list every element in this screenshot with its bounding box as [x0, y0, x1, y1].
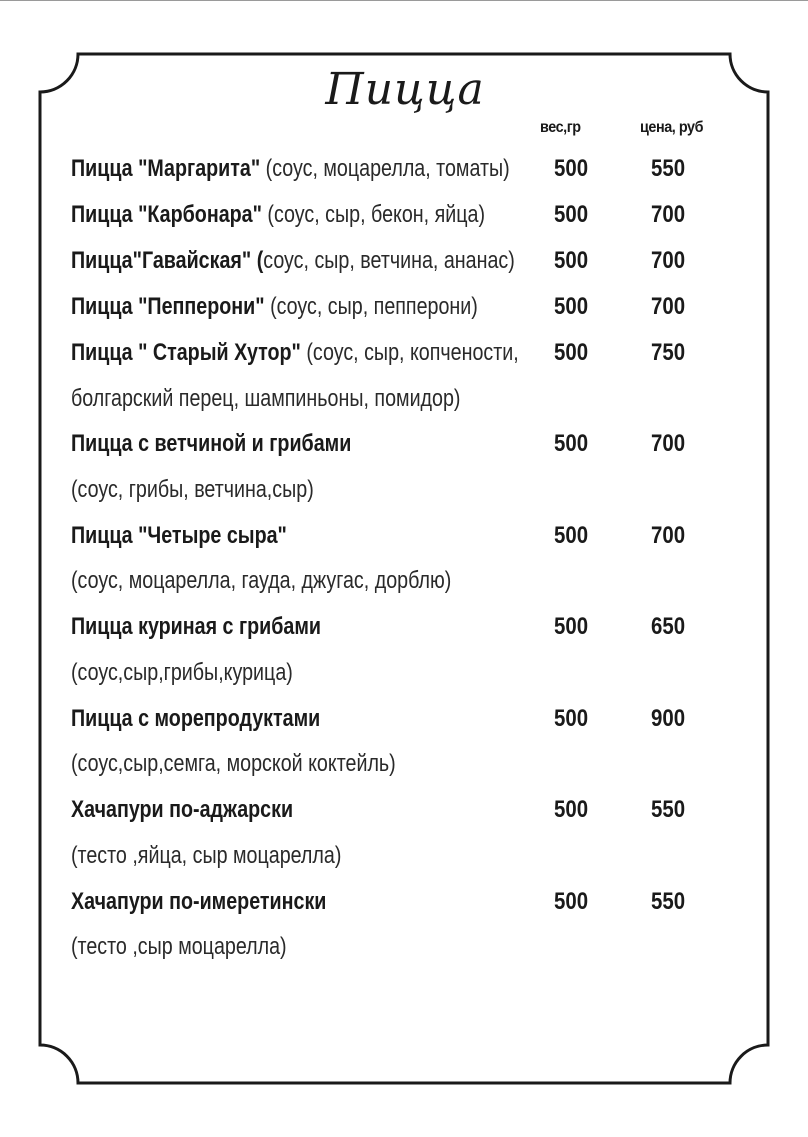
menu-item-description-line: [71, 750, 711, 782]
item-price: 700: [651, 293, 686, 320]
item-description: (соус,сыр,грибы,курица): [71, 659, 293, 686]
item-name: Пицца "Маргарита": [71, 155, 261, 182]
item-description: (соус, сыр, бекон, яйца): [261, 201, 486, 228]
item-description: (соус, сыр, пепперони): [264, 293, 478, 320]
menu-item: [71, 430, 711, 462]
item-weight: 500: [554, 293, 589, 320]
item-weight: 500: [554, 339, 589, 366]
menu-title: Пицца: [325, 64, 485, 115]
item-price: 650: [651, 613, 686, 640]
menu-item-description-line: [71, 842, 711, 874]
menu-item-description-line: [71, 476, 711, 508]
menu-item: [71, 796, 711, 828]
item-description: (тесто ,яйца, сыр моцарелла): [71, 842, 342, 869]
item-price: 700: [651, 522, 686, 549]
menu-item: [71, 613, 711, 645]
item-name: Пицца "Пепперони": [71, 293, 265, 320]
menu-item: [71, 201, 711, 233]
item-description: (соус, моцарелла, томаты): [260, 155, 510, 182]
item-description: (соус, сыр, копчености,: [300, 339, 519, 366]
item-price: 700: [651, 247, 686, 274]
item-price: 700: [651, 430, 686, 457]
item-weight: 500: [554, 522, 589, 549]
menu-item: [71, 155, 711, 187]
item-weight: 500: [554, 796, 589, 823]
item-weight: 500: [554, 613, 589, 640]
item-description: соус, сыр, ветчина, ананас): [263, 247, 515, 274]
item-description: (тесто ,сыр моцарелла): [71, 933, 287, 960]
item-description: (соус,сыр,семга, морской коктейль): [71, 750, 396, 777]
item-description: (соус, грибы, ветчина,сыр): [71, 476, 314, 503]
item-weight: 500: [554, 155, 589, 182]
menu-item-description-line: [71, 659, 711, 691]
item-price: 700: [651, 201, 686, 228]
item-name: Пицца с морепродуктами: [71, 705, 321, 732]
menu-item-description-line: [71, 567, 711, 599]
item-name: Пицца"Гавайская" (: [71, 247, 264, 274]
item-weight: 500: [554, 888, 589, 915]
item-name: Пицца "Четыре сыра": [71, 522, 287, 549]
item-name: Хачапури по-имеретински: [71, 888, 327, 915]
weight-column-header: вес,гр: [540, 119, 581, 136]
item-weight: 500: [554, 247, 589, 274]
item-name: Пицца " Старый Хутор": [71, 339, 301, 366]
item-weight: 500: [554, 705, 589, 732]
item-name: Пицца куриная с грибами: [71, 613, 322, 640]
menu-item-description-line: [71, 933, 711, 965]
menu-item: [71, 293, 711, 325]
item-price: 550: [651, 888, 686, 915]
item-name: Пицца "Карбонара": [71, 201, 262, 228]
item-description: (соус, моцарелла, гауда, джугас, дорблю): [71, 567, 452, 594]
price-column-header: цена, руб: [640, 119, 704, 136]
item-price: 550: [651, 796, 686, 823]
item-description: болгарский перец, шампиньоны, помидор): [71, 385, 461, 412]
menu-item: [71, 705, 711, 737]
menu-item: [71, 888, 711, 920]
menu-item: [71, 522, 711, 554]
item-name: Пицца с ветчиной и грибами: [71, 430, 352, 457]
menu-item: [71, 339, 711, 371]
item-weight: 500: [554, 430, 589, 457]
item-weight: 500: [554, 201, 589, 228]
item-name: Хачапури по-аджарски: [71, 796, 294, 823]
menu-item: [71, 247, 711, 279]
item-price: 550: [651, 155, 686, 182]
item-price: 900: [651, 705, 686, 732]
menu-item-description-line: [71, 385, 711, 417]
item-price: 750: [651, 339, 686, 366]
